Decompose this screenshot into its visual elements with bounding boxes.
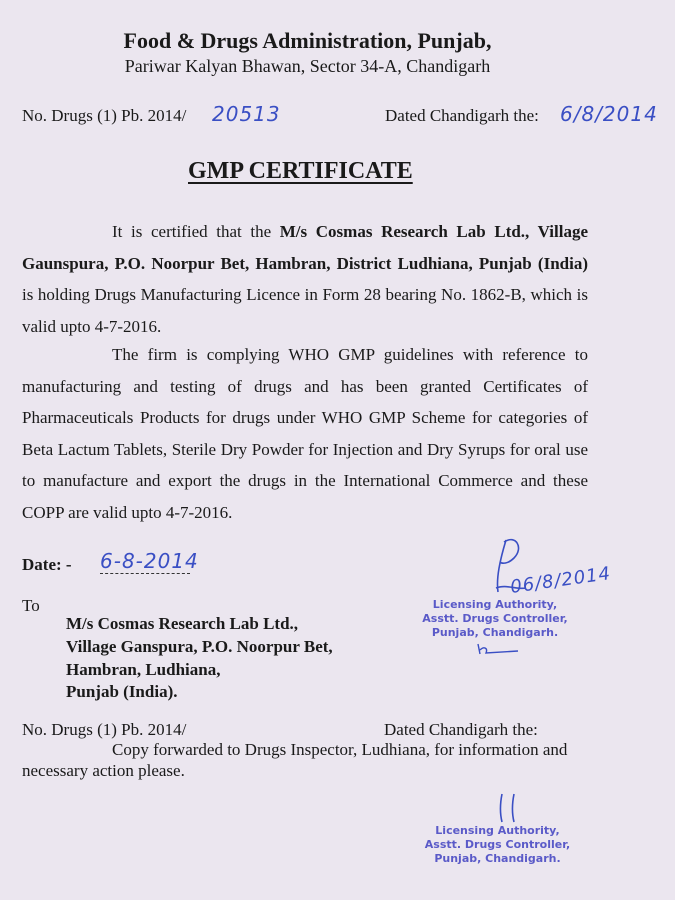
stamp-1-line-2: Asstt. Drugs Controller, xyxy=(422,612,568,625)
signature-1-date: 06/8/2014 xyxy=(509,563,613,598)
date-handwritten: 6-8-2014 xyxy=(100,549,199,573)
stamp-2-line-1: Licensing Authority, xyxy=(435,824,560,837)
stamp-2-line-3: Punjab, Chandigarh. xyxy=(434,852,561,865)
certification-paragraph xyxy=(22,216,588,342)
copy-text-line-2: necessary action please. xyxy=(22,761,185,780)
recipient-line-3: Hambran, Ludhiana, xyxy=(66,660,221,679)
dated-label: Dated Chandigarh the: xyxy=(385,106,539,125)
para1-text-start: It is certified that the xyxy=(112,222,280,241)
organization-name: Food & Drugs Administration, Punjab, xyxy=(123,28,492,53)
date-label: Date: - xyxy=(22,555,72,574)
to-label: To xyxy=(22,596,40,615)
recipient-line-2: Village Ganspura, P.O. Noorpur Bet, xyxy=(66,637,333,656)
para2-text: The firm is complying WHO GMP guidelines with reference to manufacturing and testing of drugs and has been granted Certificates of Pharmaceuticals Products for drugs under WHO GMP Scheme for categories of Beta Lactum Tablets, Sterile Dry Powder for Injection and Dry Syrups for oral use to manufacture and export the drugs in the International Commerce and these COPP are valid upto 4-7-2016. xyxy=(22,345,588,522)
recipient-line-4: Punjab (India). xyxy=(66,682,178,701)
stamp-2-line-2: Asstt. Drugs Controller, xyxy=(424,838,571,851)
firm-name-address: M/s Cosmas Research Lab Ltd., Village Gaunspura, P.O. Noorpur Bet, Hambran, District Ludhiana, Punjab (India) xyxy=(22,222,588,273)
copy-dated-label: Dated Chandigarh the: xyxy=(384,720,538,739)
reference-number-handwritten: 20513 xyxy=(212,102,281,126)
organization-address: Pariwar Kalyan Bhawan, Sector 34-A, Chandigarh xyxy=(124,56,491,76)
stamp-1 xyxy=(420,598,570,640)
recipient-line-1: M/s Cosmas Research Lab Ltd., xyxy=(66,614,299,633)
copy-reference-label: No. Drugs (1) Pb. 2014/ xyxy=(22,720,187,739)
compliance-paragraph xyxy=(22,339,588,528)
stamp-1-line-3: Punjab, Chandigarh. xyxy=(431,626,559,639)
page-title: GMP CERTIFICATE xyxy=(188,158,413,184)
signature-1-initial xyxy=(474,640,524,658)
stamp-2 xyxy=(420,824,575,866)
reference-number-label: No. Drugs (1) Pb. 2014/ xyxy=(22,106,187,125)
para1-text-end: is holding Drugs Manufacturing Licence in Form 28 bearing No. 1862-B, which is valid upto 4-7-2016. xyxy=(22,285,588,336)
copy-text-line-1: Copy forwarded to Drugs Inspector, Ludhiana, for information and xyxy=(112,740,568,759)
stamp-1-line-1: Licensing Authority, xyxy=(432,598,558,611)
dated-handwritten: 6/8/2014 xyxy=(560,102,658,126)
signature-2 xyxy=(490,790,530,826)
